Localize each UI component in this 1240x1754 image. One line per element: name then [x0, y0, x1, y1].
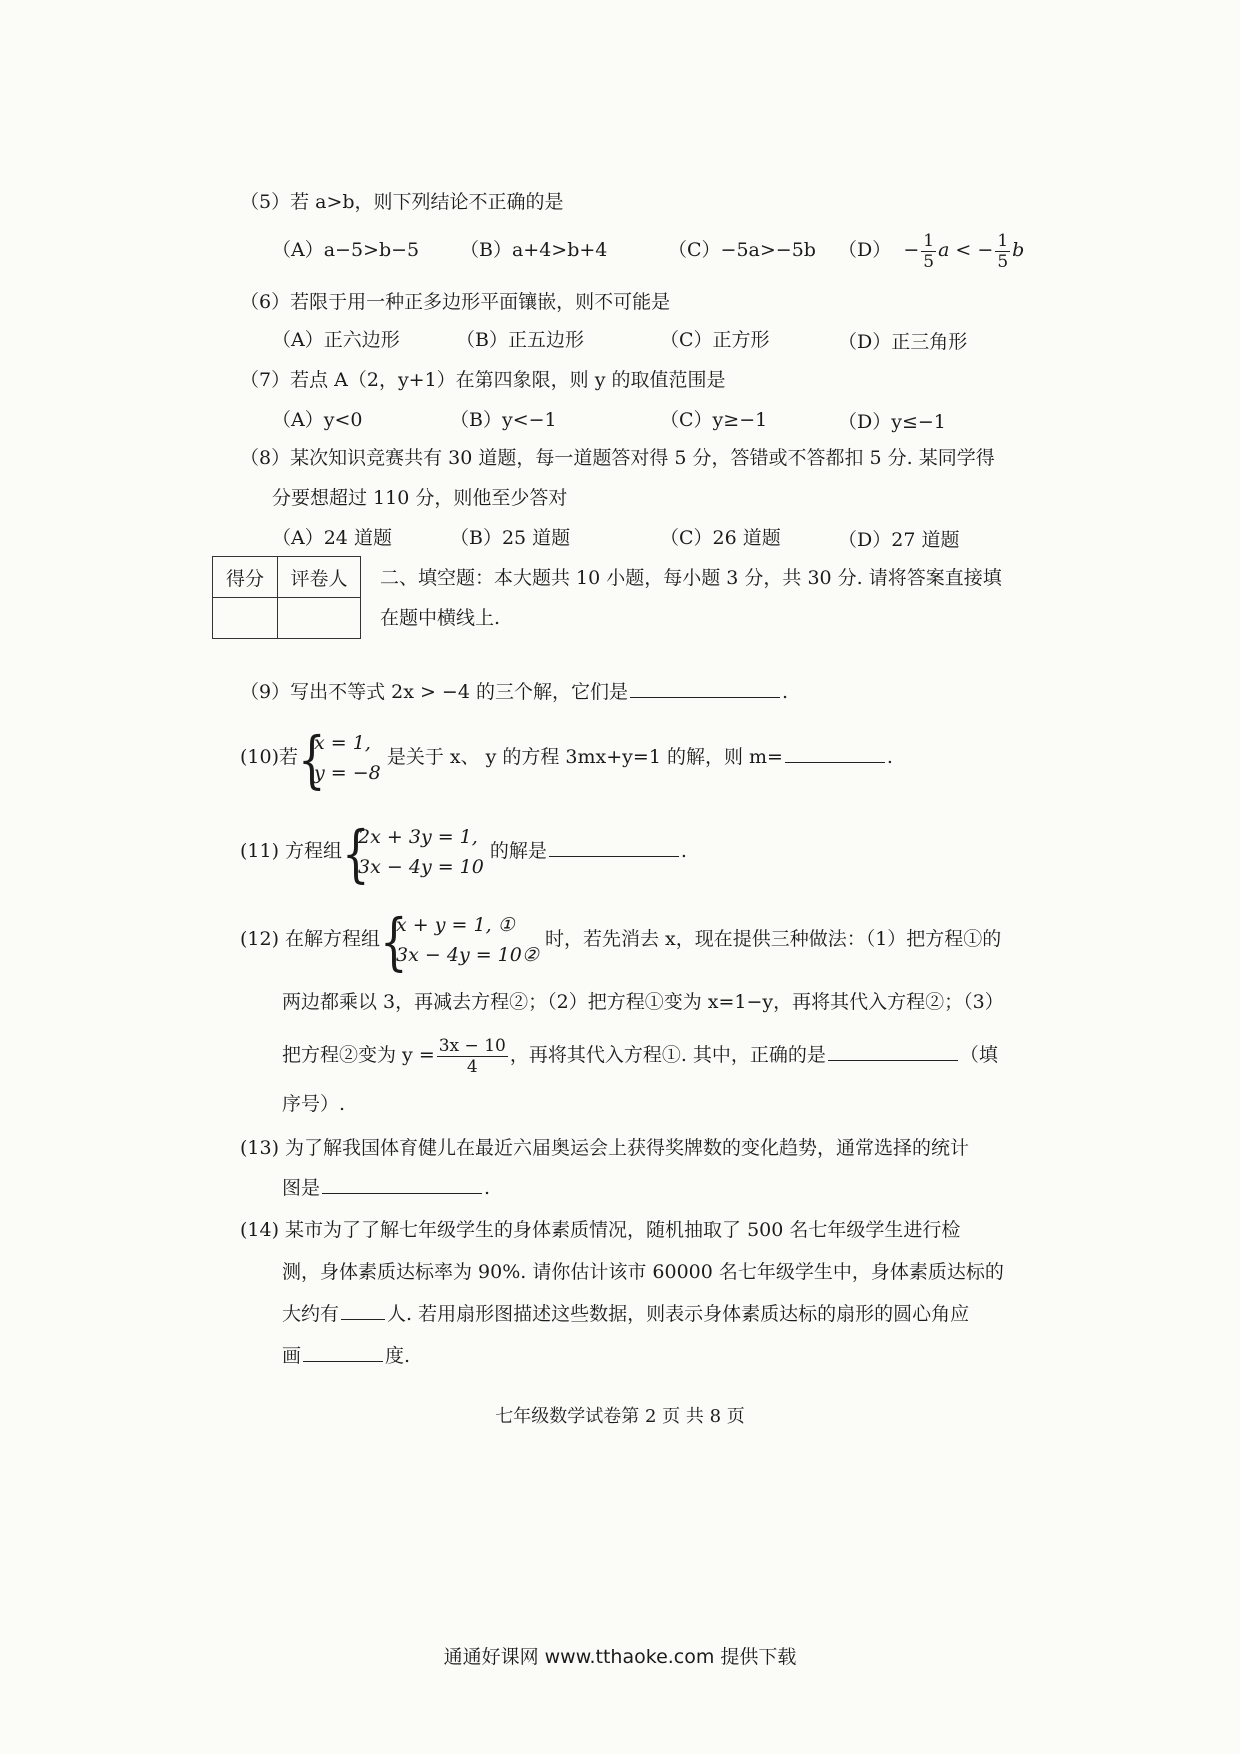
- q12-line3: [282, 1030, 998, 1080]
- q8-stem-line1: （8）某次知识竞赛共有 30 道题，每一道题答对得 5 分，答错或不答都扣 5 分. 某同学得: [240, 447, 995, 469]
- q12-line3-head: 把方程②变为 y =: [282, 1044, 435, 1066]
- score-cell: [213, 598, 278, 639]
- page-number-footer: 七年级数学试卷第 2 页 共 8 页: [495, 1406, 745, 1427]
- q10-text: 是关于 x、 y 的方程 3mx+y=1 的解，则 m=: [386, 746, 783, 768]
- q5-option-d-frac1: $\frac{1}{5}$: [923, 230, 935, 272]
- q8-option-a: （A）24 道题: [272, 527, 392, 549]
- q12-answer-blank[interactable]: [828, 1058, 958, 1061]
- q8-option-b: （B）25 道题: [450, 527, 571, 549]
- q14-angle-blank[interactable]: [303, 1359, 383, 1362]
- q13-answer-blank[interactable]: [322, 1191, 482, 1194]
- q5-option-c: （C）−5a>−5b: [668, 239, 816, 261]
- q12-label: (12) 在解方程组: [240, 928, 381, 950]
- q12-system: { x + y = 1, ① 3x − 4y = 10②: [380, 905, 539, 978]
- q6-option-b: （B）正五边形: [456, 329, 584, 351]
- grader-header: 评卷人: [278, 557, 361, 598]
- q9-end: .: [781, 681, 789, 703]
- q12-line2: 两边都乘以 3，再减去方程②；（2）把方程①变为 x=1−y，再将其代入方程②；（3）: [282, 991, 1004, 1013]
- q7-option-c: （C）y≥−1: [660, 409, 768, 431]
- q12-fraction: $\frac{3x - 10}{4}$: [438, 1035, 506, 1077]
- q14-line1: (14) 某市为了了解七年级学生的身体素质情况，随机抽取了 500 名七年级学生进行检: [240, 1219, 961, 1241]
- grader-cell: [278, 598, 361, 639]
- q5-option-a: （A）a−5>b−5: [272, 239, 420, 261]
- q7-stem: （7）若点 A（2，y+1）在第四象限，则 y 的取值范围是: [240, 369, 726, 391]
- q12-line3-tail: ，再将其代入方程①. 其中，正确的是: [509, 1044, 826, 1066]
- q14-line4-tail: 度.: [385, 1345, 411, 1367]
- q6-stem: （6）若限于用一种正多边形平面镶嵌，则不可能是: [240, 291, 671, 313]
- score-table: [212, 556, 361, 639]
- q13-line2-text: 图是: [282, 1177, 321, 1199]
- q14-line3-head: 大约有: [282, 1303, 340, 1325]
- q9-answer-blank[interactable]: [630, 695, 780, 698]
- q7-option-a: （A）y<0: [272, 409, 363, 431]
- q6-option-a: （A）正六边形: [272, 329, 400, 351]
- q6-option-d: （D）正三角形: [838, 331, 968, 353]
- q8-stem-line2: 分要想超过 110 分，则他至少答对: [272, 487, 568, 509]
- q10: [240, 723, 893, 796]
- q11: [240, 817, 687, 890]
- q8-option-d: （D）27 道题: [838, 529, 960, 551]
- q7-option-b: （B）y<−1: [450, 409, 557, 431]
- q10-answer-blank[interactable]: [785, 760, 885, 763]
- q11-system: { 2x + 3y = 1, 3x − 4y = 10: [342, 817, 484, 890]
- q12-line1-tail: 时，若先消去 x，现在提供三种做法：（1）把方程①的: [544, 928, 1002, 950]
- site-footer: 通通好课网 www.tthaoke.com 提供下载: [443, 1646, 797, 1668]
- q11-label: (11) 方程组: [240, 840, 343, 862]
- q12-line3-end: （填: [959, 1044, 998, 1066]
- q11-end: .: [680, 840, 687, 862]
- q14-line4-head: 画: [282, 1345, 302, 1367]
- q10-label: (10)若: [240, 746, 299, 768]
- q11-answer-blank[interactable]: [549, 854, 679, 857]
- q13-end: .: [484, 1177, 491, 1199]
- q6-option-c: （C）正方形: [660, 329, 770, 351]
- q13-line1: (13) 为了解我国体育健儿在最近六届奥运会上获得奖牌数的变化趋势，通常选择的统计: [240, 1137, 970, 1159]
- q8-option-c: （C）26 道题: [660, 527, 781, 549]
- q5-option-b: （B）a+4>b+4: [460, 239, 608, 261]
- q12-line4: 序号）.: [282, 1093, 346, 1115]
- q12-line1: [240, 905, 1002, 978]
- q13-line2: [282, 1176, 490, 1200]
- score-header: 得分: [213, 557, 278, 598]
- q5-option-d-end: b: [1012, 239, 1025, 261]
- q11-text: 的解是: [489, 840, 547, 862]
- q9-text: （9）写出不等式 2x > −4 的三个解，它们是: [240, 681, 628, 703]
- q14-line3-tail: 人. 若用扇形图描述这些数据，则表示身体素质达标的扇形的圆心角应: [387, 1303, 970, 1325]
- q9: [240, 680, 788, 704]
- section-2-heading-line2: 在题中横线上.: [380, 607, 501, 629]
- q5-option-d-label: （D）: [838, 239, 892, 261]
- q14-count-blank[interactable]: [341, 1317, 385, 1320]
- q14-line4: [282, 1344, 410, 1368]
- q5-stem: （5）若 a>b，则下列结论不正确的是: [240, 191, 564, 213]
- q5-option-d-mid: a <: [938, 239, 972, 261]
- q10-system: { x = 1, y = −8: [298, 723, 381, 796]
- section-2-heading: 二、填空题：本大题共 10 小题，每小题 3 分，共 30 分. 请将答案直接填: [380, 567, 1002, 589]
- q7-option-d: （D）y≤−1: [838, 411, 946, 433]
- q10-end: .: [886, 746, 893, 768]
- q14-line2: 测，身体素质达标率为 90%. 请你估计该市 60000 名七年级学生中，身体素质达标的: [282, 1261, 1004, 1283]
- q14-line3: [282, 1302, 969, 1326]
- q5-option-d: （D） − $\frac{1}{5}$ a < − $\frac{1}{5}$ b: [838, 230, 1025, 272]
- q5-option-d-frac2: $\frac{1}{5}$: [997, 230, 1009, 272]
